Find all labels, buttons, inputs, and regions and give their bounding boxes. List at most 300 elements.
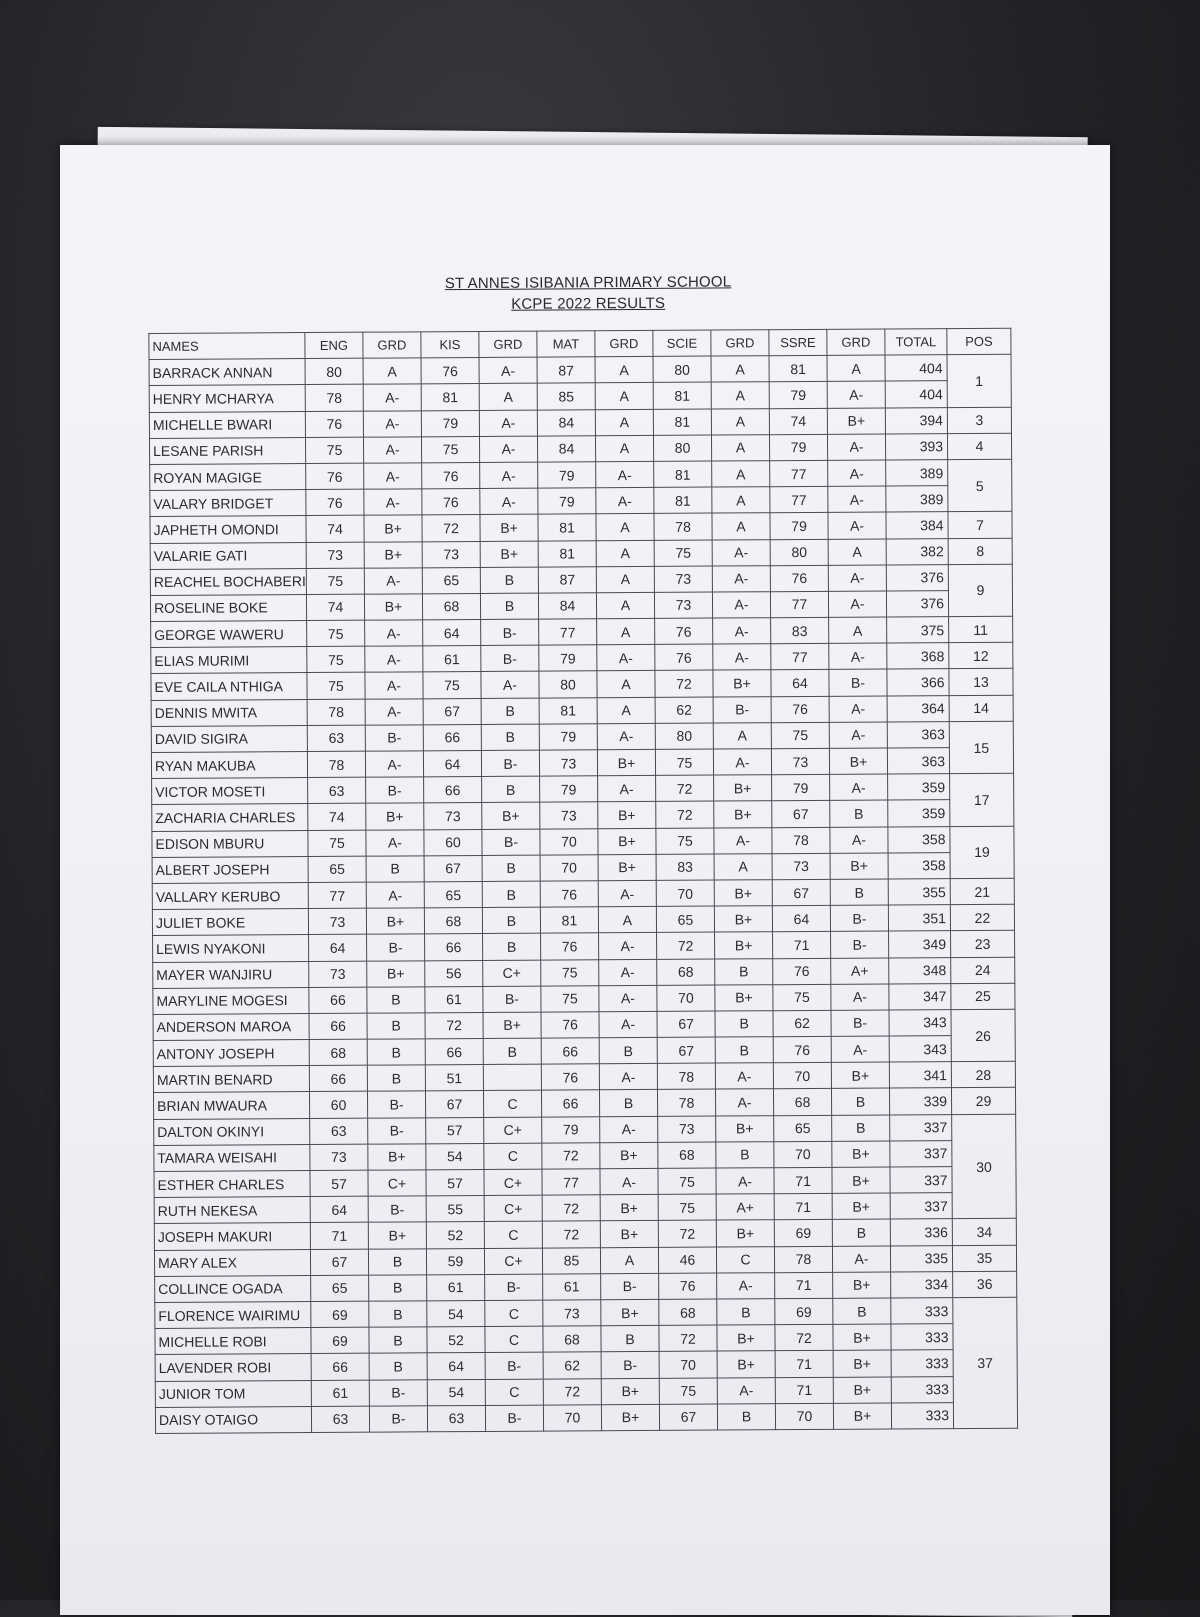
score-cell: C+ bbox=[484, 1117, 542, 1144]
score-cell: 75 bbox=[654, 540, 712, 567]
score-cell: 76 bbox=[659, 1273, 717, 1300]
student-name: DAVID SIGIRA bbox=[151, 725, 307, 752]
score-cell: 81 bbox=[653, 382, 711, 409]
score-cell: 75 bbox=[307, 620, 365, 647]
total-cell: 355 bbox=[888, 879, 950, 906]
score-cell: B bbox=[369, 1353, 427, 1380]
student-name: TAMARA WEISAHI bbox=[154, 1144, 310, 1171]
score-cell: B bbox=[482, 881, 540, 908]
score-cell: 65 bbox=[774, 1115, 832, 1142]
column-header: NAMES bbox=[149, 333, 305, 360]
position-cell: 14 bbox=[949, 695, 1013, 722]
score-cell: 73 bbox=[771, 748, 829, 775]
score-cell: 77 bbox=[539, 619, 597, 646]
score-cell: 78 bbox=[307, 751, 365, 778]
score-cell: 63 bbox=[307, 725, 365, 752]
total-cell: 359 bbox=[888, 774, 950, 801]
student-name: MARTIN BENARD bbox=[153, 1066, 309, 1093]
score-cell: 57 bbox=[310, 1170, 368, 1197]
total-cell: 384 bbox=[886, 512, 948, 539]
score-cell: 67 bbox=[310, 1249, 368, 1276]
score-cell: 70 bbox=[540, 855, 598, 882]
score-cell: 76 bbox=[541, 1012, 599, 1039]
score-cell: 72 bbox=[542, 1195, 600, 1222]
total-cell: 348 bbox=[889, 957, 951, 984]
score-cell: B- bbox=[365, 725, 423, 752]
score-cell: A- bbox=[598, 880, 656, 907]
results-sheet bbox=[60, 145, 1110, 1615]
score-cell: B+ bbox=[833, 1324, 891, 1351]
score-cell: 76 bbox=[655, 644, 713, 671]
score-cell: B bbox=[482, 776, 540, 803]
score-cell: 79 bbox=[769, 434, 827, 461]
score-cell: B bbox=[367, 1065, 425, 1092]
score-cell: 87 bbox=[537, 357, 595, 384]
student-name: JUNIOR TOM bbox=[155, 1380, 311, 1407]
score-cell: 66 bbox=[309, 1065, 367, 1092]
score-cell: 67 bbox=[657, 1037, 715, 1064]
score-cell: B+ bbox=[717, 1325, 775, 1352]
total-cell: 394 bbox=[885, 407, 947, 434]
position-cell: 19 bbox=[950, 826, 1014, 879]
score-cell: 72 bbox=[658, 1220, 716, 1247]
total-cell: 337 bbox=[890, 1140, 952, 1167]
total-cell: 375 bbox=[887, 617, 949, 644]
score-cell: 74 bbox=[308, 804, 366, 831]
score-cell: B- bbox=[485, 1274, 543, 1301]
score-cell: B bbox=[368, 1248, 426, 1275]
score-cell: 66 bbox=[425, 934, 483, 961]
score-cell: C bbox=[485, 1300, 543, 1327]
score-cell: 75 bbox=[656, 828, 714, 855]
score-cell: A- bbox=[365, 646, 423, 673]
score-cell: 75 bbox=[773, 984, 831, 1011]
score-cell: 79 bbox=[539, 645, 597, 672]
score-cell: 75 bbox=[421, 436, 479, 463]
score-cell: 78 bbox=[654, 513, 712, 540]
student-name: COLLINCE OGADA bbox=[155, 1275, 311, 1302]
student-name: MICHELLE ROBI bbox=[155, 1328, 311, 1355]
score-cell: B bbox=[833, 1298, 891, 1325]
score-cell: B+ bbox=[831, 1062, 889, 1089]
column-header: GRD bbox=[827, 329, 885, 356]
score-cell: 71 bbox=[774, 1167, 832, 1194]
student-name: LESANE PARISH bbox=[149, 437, 305, 464]
score-cell: C+ bbox=[484, 1248, 542, 1275]
position-cell: 29 bbox=[951, 1088, 1015, 1115]
score-cell: B+ bbox=[717, 1351, 775, 1378]
column-header: TOTAL bbox=[885, 329, 947, 356]
position-cell: 26 bbox=[951, 1009, 1015, 1062]
score-cell: A- bbox=[829, 696, 887, 723]
score-cell: B bbox=[480, 593, 538, 620]
score-cell: A bbox=[596, 592, 654, 619]
score-cell: B bbox=[367, 1039, 425, 1066]
score-cell: B+ bbox=[598, 802, 656, 829]
score-cell: 61 bbox=[423, 646, 481, 673]
score-cell: 67 bbox=[659, 1404, 717, 1431]
score-cell: 81 bbox=[540, 907, 598, 934]
student-name: MAYER WANJIRU bbox=[153, 961, 309, 988]
score-cell: 71 bbox=[773, 932, 831, 959]
score-cell: 74 bbox=[769, 408, 827, 435]
score-cell: 72 bbox=[422, 515, 480, 542]
score-cell: B+ bbox=[832, 1141, 890, 1168]
score-cell: 57 bbox=[426, 1117, 484, 1144]
position-cell: 9 bbox=[948, 564, 1012, 617]
column-header: SCIE bbox=[653, 330, 711, 357]
score-cell: 63 bbox=[308, 777, 366, 804]
score-cell: A- bbox=[829, 643, 887, 670]
score-cell: 71 bbox=[775, 1377, 833, 1404]
score-cell: B bbox=[483, 933, 541, 960]
score-cell: 61 bbox=[427, 1274, 485, 1301]
column-header: SSRE bbox=[769, 329, 827, 356]
score-cell: B- bbox=[831, 1010, 889, 1037]
student-name: DAISY OTAIGO bbox=[155, 1406, 311, 1433]
score-cell: A- bbox=[832, 1246, 890, 1273]
score-cell: 76 bbox=[306, 489, 364, 516]
score-cell: 67 bbox=[772, 801, 830, 828]
score-cell: 83 bbox=[656, 854, 714, 881]
score-cell: 79 bbox=[421, 410, 479, 437]
position-cell: 22 bbox=[950, 904, 1014, 931]
score-cell: A bbox=[600, 1247, 658, 1274]
score-cell: A- bbox=[597, 645, 655, 672]
score-cell: 52 bbox=[426, 1222, 484, 1249]
score-cell: 54 bbox=[426, 1143, 484, 1170]
position-cell: 25 bbox=[951, 983, 1015, 1010]
student-name: VALLARY KERUBO bbox=[152, 882, 308, 909]
score-cell: B+ bbox=[364, 515, 422, 542]
position-cell: 1 bbox=[947, 354, 1011, 407]
score-cell: 69 bbox=[774, 1220, 832, 1247]
table-body bbox=[149, 354, 1018, 1433]
score-cell: 68 bbox=[659, 1299, 717, 1326]
score-cell: A bbox=[711, 382, 769, 409]
score-cell: B- bbox=[481, 645, 539, 672]
score-cell: 67 bbox=[772, 879, 830, 906]
score-cell: 54 bbox=[427, 1300, 485, 1327]
column-header: KIS bbox=[421, 331, 479, 358]
score-cell: B- bbox=[368, 1117, 426, 1144]
school-title: ST ANNES ISIBANIA PRIMARY SCHOOL bbox=[444, 273, 732, 293]
score-cell: 73 bbox=[772, 853, 830, 880]
score-cell: A- bbox=[828, 486, 886, 513]
score-cell: 81 bbox=[654, 487, 712, 514]
score-cell: A- bbox=[364, 568, 422, 595]
score-cell: A- bbox=[596, 488, 654, 515]
score-cell: A bbox=[712, 461, 770, 488]
score-cell: 81 bbox=[421, 384, 479, 411]
score-cell: A- bbox=[828, 460, 886, 487]
score-cell: 79 bbox=[770, 513, 828, 540]
score-cell: 76 bbox=[541, 1064, 599, 1091]
score-cell: B bbox=[367, 987, 425, 1014]
score-cell: 66 bbox=[425, 1039, 483, 1066]
score-cell: 78 bbox=[657, 1089, 715, 1116]
score-cell: A- bbox=[363, 384, 421, 411]
score-cell: 66 bbox=[311, 1353, 369, 1380]
score-cell: 66 bbox=[423, 724, 481, 751]
score-cell: 64 bbox=[309, 934, 367, 961]
score-cell: 66 bbox=[309, 1013, 367, 1040]
position-cell: 17 bbox=[950, 773, 1014, 826]
score-cell: 84 bbox=[537, 436, 595, 463]
score-cell: B+ bbox=[833, 1403, 891, 1430]
total-cell: 337 bbox=[890, 1167, 952, 1194]
results-table bbox=[148, 328, 1018, 1434]
score-cell: 60 bbox=[309, 1092, 367, 1119]
score-cell: 66 bbox=[541, 1038, 599, 1065]
score-cell: 70 bbox=[773, 1063, 831, 1090]
score-cell: C+ bbox=[484, 1195, 542, 1222]
student-name: JULIET BOKE bbox=[152, 909, 308, 936]
score-cell: 70 bbox=[657, 985, 715, 1012]
score-cell: A- bbox=[365, 620, 423, 647]
score-cell: 76 bbox=[771, 696, 829, 723]
student-name: BRIAN MWAURA bbox=[153, 1092, 309, 1119]
score-cell: 78 bbox=[305, 385, 363, 412]
score-cell: 56 bbox=[425, 960, 483, 987]
score-cell: 72 bbox=[656, 775, 714, 802]
score-cell: 51 bbox=[425, 1065, 483, 1092]
score-cell: A- bbox=[827, 434, 885, 461]
score-cell: B+ bbox=[480, 514, 538, 541]
score-cell: A- bbox=[363, 437, 421, 464]
score-cell: B bbox=[830, 800, 888, 827]
score-cell: A- bbox=[481, 672, 539, 699]
score-cell: B+ bbox=[714, 775, 772, 802]
score-cell: B+ bbox=[833, 1376, 891, 1403]
score-cell: B- bbox=[485, 1405, 543, 1432]
score-cell: 81 bbox=[538, 540, 596, 567]
score-cell: C bbox=[485, 1326, 543, 1353]
score-cell: B bbox=[482, 907, 540, 934]
score-cell: B+ bbox=[366, 908, 424, 935]
score-cell: A bbox=[363, 358, 421, 385]
total-cell: 349 bbox=[889, 931, 951, 958]
score-cell: 79 bbox=[539, 724, 597, 751]
score-cell: 80 bbox=[655, 723, 713, 750]
score-cell: 79 bbox=[538, 462, 596, 489]
student-name: LEWIS NYAKONI bbox=[153, 935, 309, 962]
score-cell: A bbox=[595, 435, 653, 462]
score-cell: A bbox=[598, 907, 656, 934]
score-cell: A- bbox=[599, 933, 657, 960]
score-cell: 76 bbox=[773, 1036, 831, 1063]
score-cell: B bbox=[831, 1088, 889, 1115]
score-cell: 80 bbox=[653, 435, 711, 462]
score-cell: 78 bbox=[774, 1246, 832, 1273]
score-cell: 73 bbox=[540, 802, 598, 829]
student-name: ANDERSON MAROA bbox=[153, 1013, 309, 1040]
score-cell: A- bbox=[715, 1089, 773, 1116]
score-cell: 81 bbox=[539, 697, 597, 724]
score-cell: 64 bbox=[772, 905, 830, 932]
score-cell: A- bbox=[713, 644, 771, 671]
total-cell: 389 bbox=[886, 486, 948, 513]
score-cell: B- bbox=[829, 669, 887, 696]
score-cell: A bbox=[597, 671, 655, 698]
score-cell: B bbox=[715, 1037, 773, 1064]
score-cell: A bbox=[713, 723, 771, 750]
total-cell: 358 bbox=[888, 826, 950, 853]
score-cell: B bbox=[830, 879, 888, 906]
score-cell: A- bbox=[828, 512, 886, 539]
total-cell: 368 bbox=[887, 643, 949, 670]
score-cell: 73 bbox=[543, 1300, 601, 1327]
score-cell: B+ bbox=[598, 828, 656, 855]
total-cell: 333 bbox=[891, 1350, 953, 1377]
score-cell: 72 bbox=[659, 1325, 717, 1352]
score-cell: 52 bbox=[427, 1327, 485, 1354]
score-cell: 79 bbox=[538, 488, 596, 515]
score-cell: A- bbox=[712, 539, 770, 566]
score-cell: 73 bbox=[306, 542, 364, 569]
score-cell: 61 bbox=[311, 1380, 369, 1407]
score-cell: B- bbox=[830, 905, 888, 932]
score-cell: 75 bbox=[305, 437, 363, 464]
score-cell: A- bbox=[364, 489, 422, 516]
column-header: GRD bbox=[711, 330, 769, 357]
score-cell: A bbox=[596, 566, 654, 593]
score-cell: 54 bbox=[427, 1379, 485, 1406]
column-header: GRD bbox=[479, 331, 537, 358]
score-cell: 80 bbox=[770, 539, 828, 566]
student-name: ANTONY JOSEPH bbox=[153, 1040, 309, 1067]
score-cell: 72 bbox=[425, 1012, 483, 1039]
score-cell: B- bbox=[485, 1352, 543, 1379]
score-cell: B- bbox=[713, 696, 771, 723]
score-cell: 64 bbox=[423, 620, 481, 647]
score-cell: 73 bbox=[310, 1144, 368, 1171]
score-cell: 79 bbox=[772, 775, 830, 802]
score-cell: 60 bbox=[424, 829, 482, 856]
score-cell: B bbox=[716, 1142, 774, 1169]
total-cell: 404 bbox=[885, 381, 947, 408]
position-cell: 12 bbox=[949, 642, 1013, 669]
score-cell: B bbox=[715, 1011, 773, 1038]
position-cell: 15 bbox=[949, 721, 1013, 774]
score-cell: B+ bbox=[832, 1193, 890, 1220]
score-cell: B+ bbox=[714, 880, 772, 907]
score-cell: B+ bbox=[367, 960, 425, 987]
score-cell: 79 bbox=[769, 382, 827, 409]
score-cell: 61 bbox=[543, 1274, 601, 1301]
student-name: EVE CAILA NTHIGA bbox=[151, 673, 307, 700]
score-cell: A- bbox=[713, 749, 771, 776]
table-row bbox=[155, 1402, 1017, 1433]
score-cell: 83 bbox=[771, 617, 829, 644]
score-cell: 71 bbox=[775, 1272, 833, 1299]
score-cell: 62 bbox=[773, 1010, 831, 1037]
score-cell: 68 bbox=[422, 593, 480, 620]
score-cell: 68 bbox=[657, 959, 715, 986]
score-cell: A- bbox=[479, 436, 537, 463]
score-cell: B+ bbox=[368, 1222, 426, 1249]
score-cell: 66 bbox=[309, 987, 367, 1014]
score-cell: 77 bbox=[770, 460, 828, 487]
position-cell: 28 bbox=[951, 1061, 1015, 1088]
score-cell: 77 bbox=[771, 644, 829, 671]
student-name: VALARY BRIDGET bbox=[150, 490, 306, 517]
score-cell: 63 bbox=[427, 1405, 485, 1432]
score-cell: 81 bbox=[654, 461, 712, 488]
score-cell: 74 bbox=[306, 515, 364, 542]
score-cell: B+ bbox=[714, 906, 772, 933]
score-cell: 68 bbox=[658, 1142, 716, 1169]
score-cell: A bbox=[595, 357, 653, 384]
score-cell: A- bbox=[831, 1036, 889, 1063]
score-cell: 61 bbox=[425, 986, 483, 1013]
total-cell: 363 bbox=[887, 748, 949, 775]
score-cell: 73 bbox=[654, 592, 712, 619]
position-cell: 7 bbox=[948, 512, 1012, 539]
column-header: POS bbox=[947, 328, 1011, 355]
position-cell: 23 bbox=[951, 931, 1015, 958]
student-name: ALBERT JOSEPH bbox=[152, 856, 308, 883]
total-cell: 347 bbox=[889, 983, 951, 1010]
score-cell: 73 bbox=[658, 1116, 716, 1143]
score-cell: 64 bbox=[423, 750, 481, 777]
score-cell: A- bbox=[831, 984, 889, 1011]
score-cell: A- bbox=[366, 882, 424, 909]
student-name: RUTH NEKESA bbox=[154, 1197, 310, 1224]
score-cell: A- bbox=[716, 1168, 774, 1195]
total-cell: 351 bbox=[888, 905, 950, 932]
score-cell: 85 bbox=[542, 1247, 600, 1274]
score-cell: 72 bbox=[542, 1221, 600, 1248]
score-cell: 75 bbox=[658, 1194, 716, 1221]
score-cell: A+ bbox=[716, 1194, 774, 1221]
score-cell: B bbox=[369, 1275, 427, 1302]
position-cell: 34 bbox=[952, 1219, 1016, 1246]
score-cell: 76 bbox=[773, 958, 831, 985]
score-cell: 62 bbox=[655, 697, 713, 724]
score-cell: B+ bbox=[597, 749, 655, 776]
score-cell: B+ bbox=[600, 1195, 658, 1222]
score-cell: 71 bbox=[775, 1351, 833, 1378]
score-cell: 75 bbox=[307, 673, 365, 700]
score-cell: 80 bbox=[539, 671, 597, 698]
score-cell: 76 bbox=[541, 933, 599, 960]
score-cell: A- bbox=[712, 592, 770, 619]
score-cell: A- bbox=[829, 722, 887, 749]
score-cell: B bbox=[482, 855, 540, 882]
score-cell: 81 bbox=[538, 514, 596, 541]
score-cell: B- bbox=[369, 1379, 427, 1406]
score-cell: 73 bbox=[309, 961, 367, 988]
score-cell: 77 bbox=[308, 882, 366, 909]
position-cell: 35 bbox=[952, 1245, 1016, 1272]
score-cell: 66 bbox=[424, 777, 482, 804]
column-header: MAT bbox=[537, 331, 595, 358]
score-cell: B bbox=[717, 1403, 775, 1430]
student-name: ROYAN MAGIGE bbox=[150, 463, 306, 490]
total-cell: 339 bbox=[889, 1088, 951, 1115]
score-cell: B bbox=[369, 1301, 427, 1328]
score-cell: 70 bbox=[775, 1403, 833, 1430]
score-cell: 63 bbox=[310, 1118, 368, 1145]
student-name: JOSEPH MAKURI bbox=[154, 1223, 310, 1250]
score-cell: 65 bbox=[656, 906, 714, 933]
score-cell: A bbox=[595, 409, 653, 436]
score-cell: 59 bbox=[426, 1248, 484, 1275]
score-cell: B+ bbox=[832, 1167, 890, 1194]
score-cell: 68 bbox=[424, 908, 482, 935]
total-cell: 333 bbox=[891, 1324, 953, 1351]
